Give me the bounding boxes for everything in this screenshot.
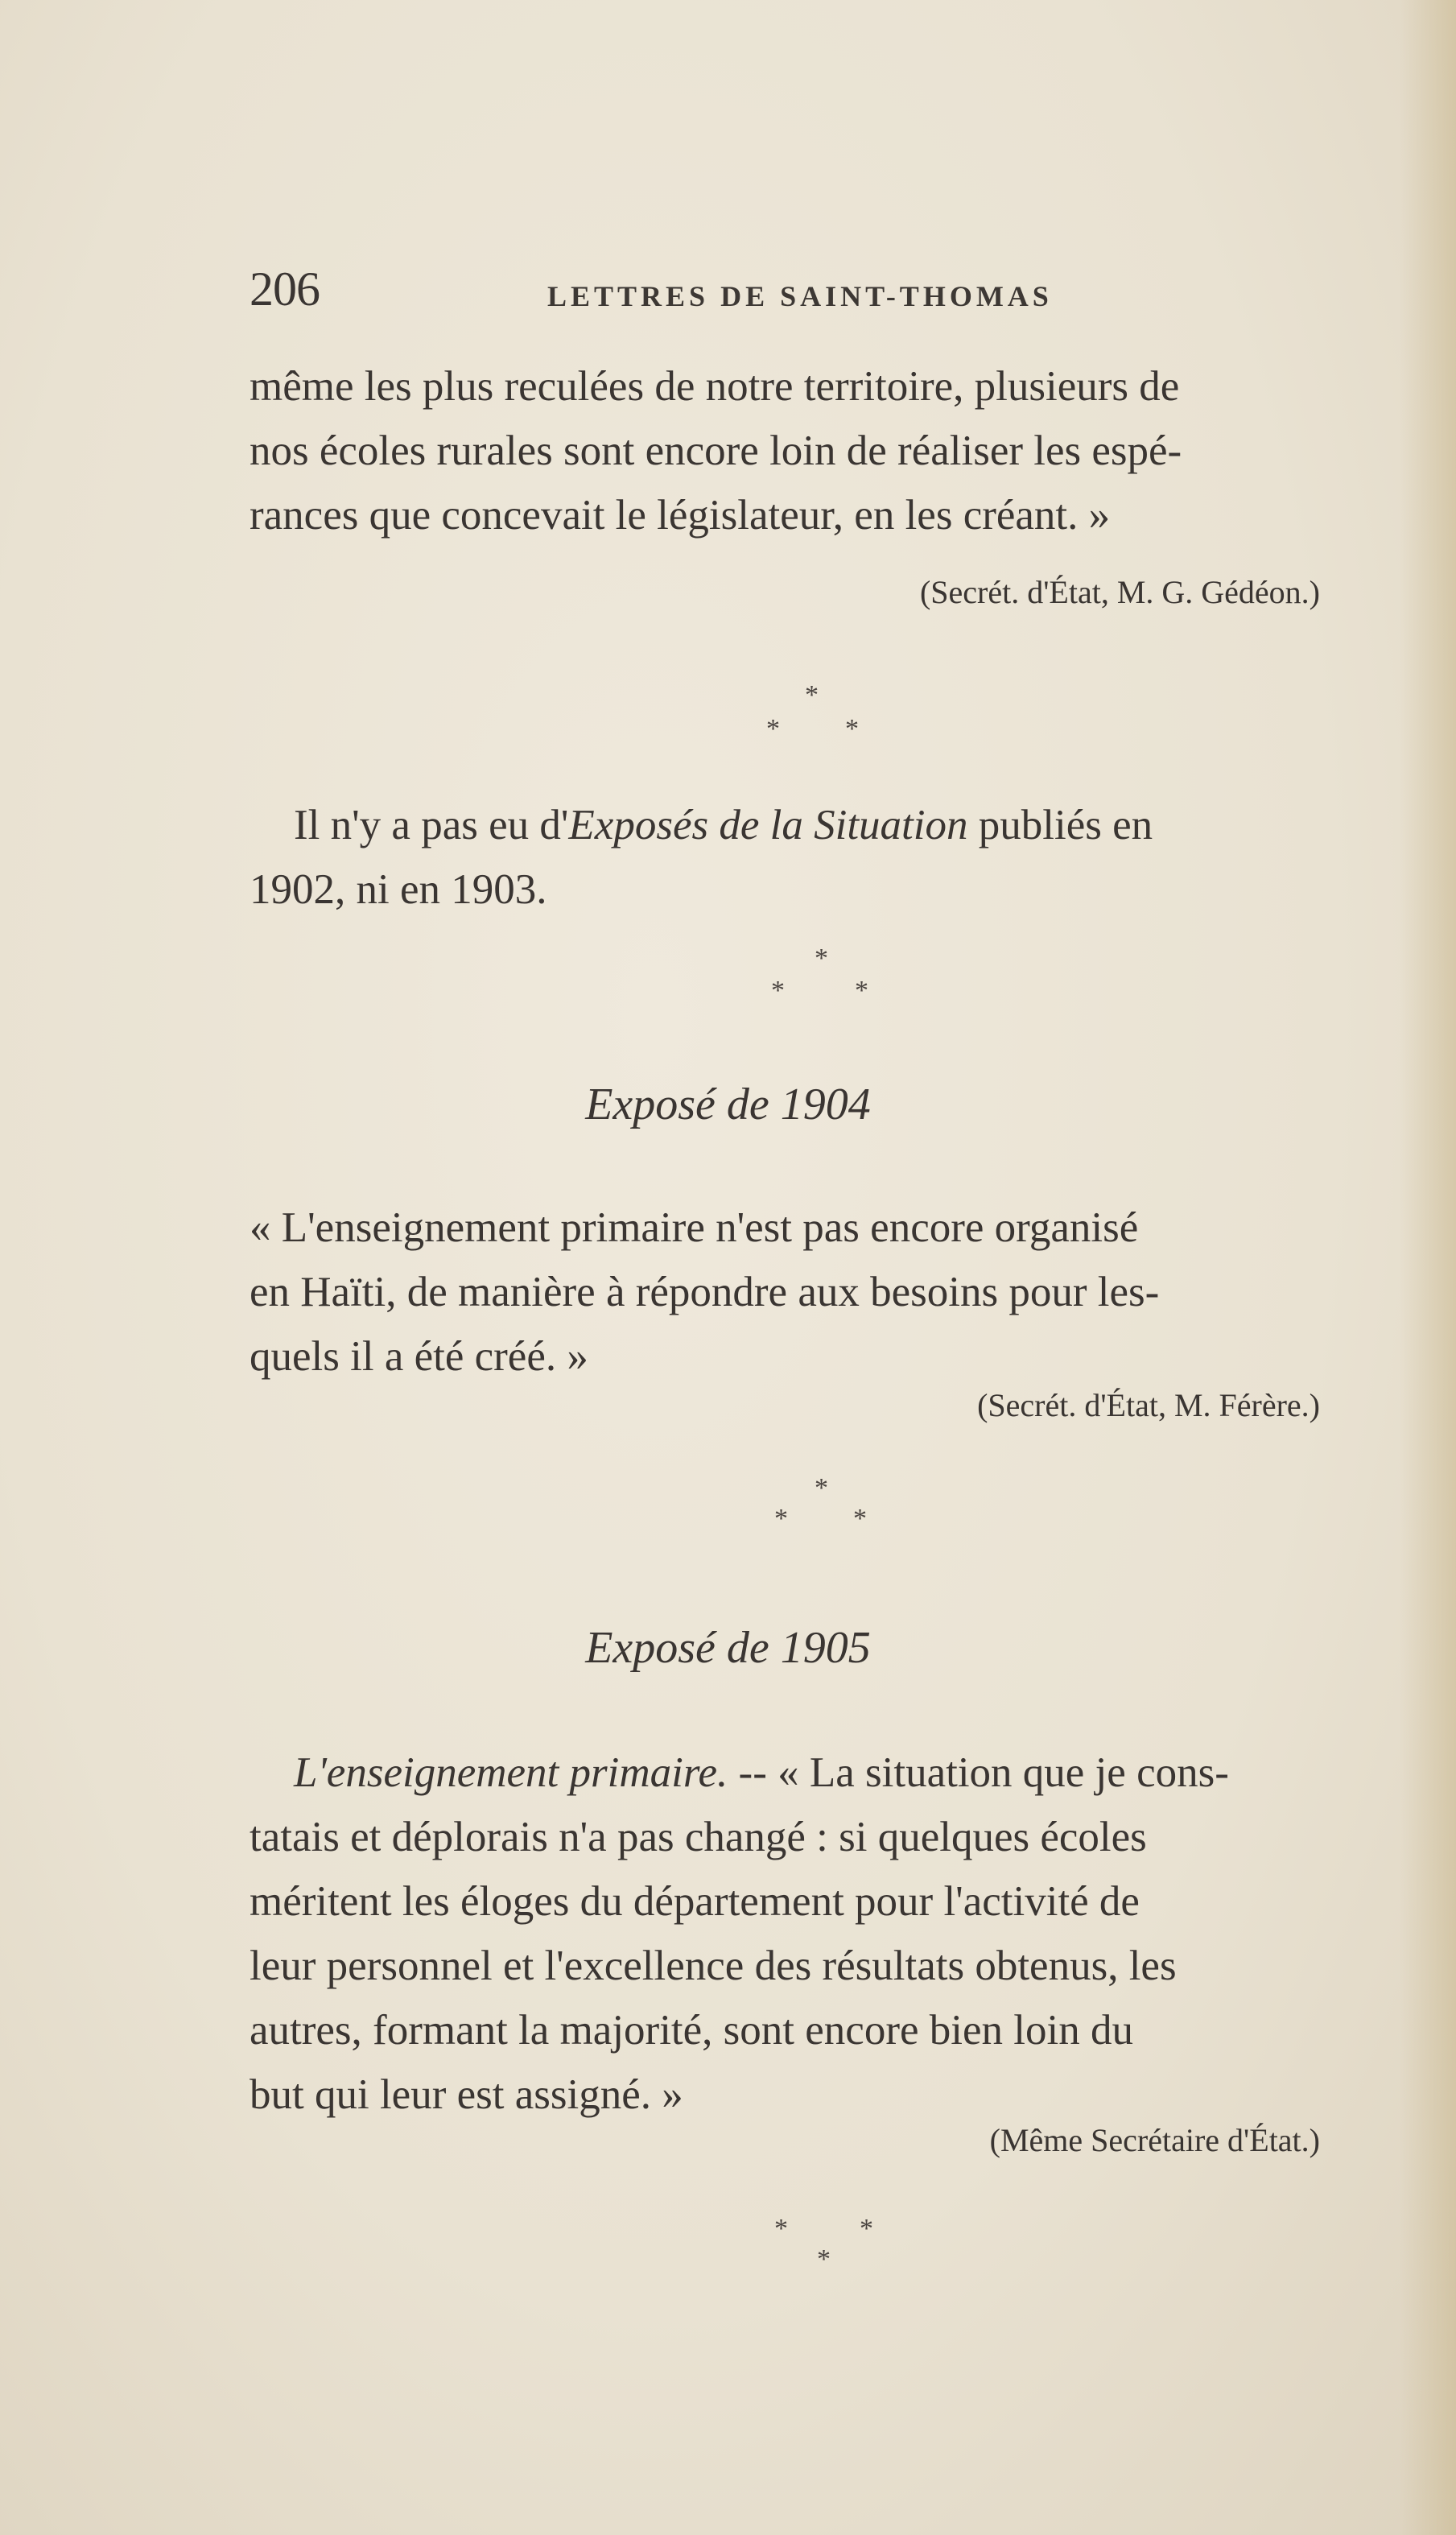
asterism-star: * [774, 1504, 788, 1534]
asterism-star: * [771, 976, 785, 1005]
asterism-star: * [774, 2214, 788, 2244]
asterism-star: * [845, 714, 859, 744]
page-edge-shadow [1400, 0, 1456, 2535]
text-line: 1902, ni en 1903. [250, 866, 547, 913]
text-line: tatais et déplorais n'a pas changé : si quelques écoles [250, 1814, 1147, 1860]
page-number: 206 [250, 262, 320, 316]
text-line: « L'enseignement primaire n'est pas encore organisé [250, 1204, 1139, 1251]
no-reports-paragraph [250, 793, 1392, 922]
asterism-star: * [853, 1504, 867, 1534]
text-line: même les plus reculées de notre territoire, plusieurs de [250, 363, 1180, 410]
text-line: quels il a été créé. » [250, 1333, 588, 1380]
continued-paragraph [250, 354, 1392, 547]
text-line [250, 793, 1392, 857]
text-line: leur personnel et l'excellence des résultats obtenus, les [250, 1943, 1177, 1989]
attribution-gedeon: (Secrét. d'État, M. G. Gédéon.) [919, 574, 1320, 610]
asterism-star: * [805, 680, 819, 710]
text-fragment: publiés en [967, 802, 1153, 848]
paragraph-1905 [250, 1740, 1392, 2127]
asterism-star: * [817, 2244, 831, 2274]
text-line [250, 1740, 1392, 1805]
text-line: autres, formant la majorité, sont encore bien loin du [250, 2007, 1133, 2054]
text-fragment: -- « La situation que je cons- [728, 1749, 1229, 1796]
text-line: rances que concevait le législateur, en les créant. » [250, 492, 1111, 539]
section-heading-1905: Exposé de 1905 [585, 1623, 871, 1673]
italic-lead: L'enseignement primaire. [294, 1749, 728, 1796]
text-fragment: Il n'y a pas eu d' [294, 802, 569, 848]
section-heading-1904: Exposé de 1904 [585, 1080, 871, 1129]
asterism-star: * [766, 714, 780, 744]
page-header [250, 262, 1392, 326]
text-line: méritent les éloges du département pour l'activité de [250, 1878, 1140, 1925]
attribution-ferere: (Secrét. d'État, M. Férère.) [977, 1387, 1320, 1423]
asterism-star: * [815, 943, 828, 973]
running-title: LETTRES DE SAINT-THOMAS [547, 280, 1053, 312]
text-line: nos écoles rurales sont encore loin de réaliser les espé- [250, 427, 1182, 474]
italic-title: Exposés de la Situation [568, 802, 968, 848]
paragraph-1904 [250, 1195, 1392, 1389]
asterism-star: * [860, 2214, 873, 2244]
attribution-meme-secretaire: (Même Secrétaire d'État.) [989, 2122, 1320, 2158]
text-line: but qui leur est assigné. » [250, 2071, 683, 2118]
asterism-star: * [855, 976, 868, 1005]
text-line: en Haïti, de manière à répondre aux besoins pour les- [250, 1269, 1160, 1315]
asterism-star: * [815, 1473, 828, 1503]
